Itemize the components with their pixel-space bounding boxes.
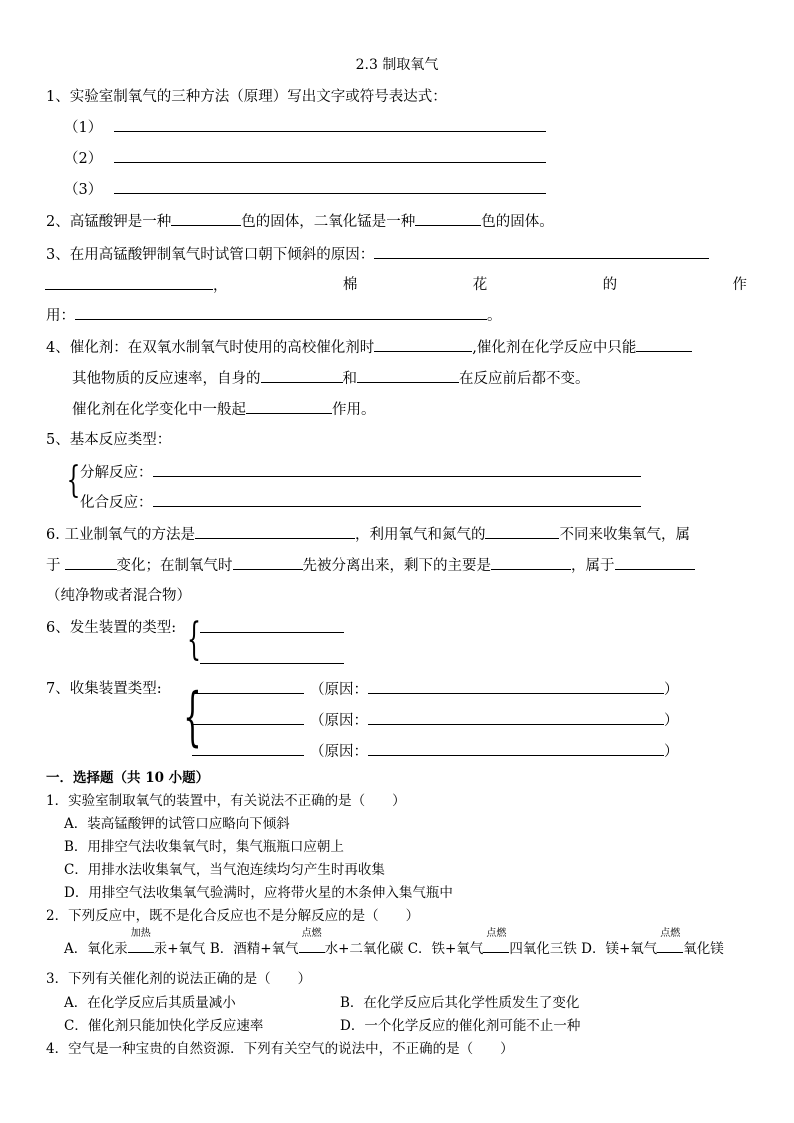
answer-blank[interactable] xyxy=(357,369,459,383)
generator-blank-1 xyxy=(200,619,344,638)
answer-blank[interactable] xyxy=(374,245,709,259)
answer-blank[interactable] xyxy=(415,212,481,226)
c1-option-c[interactable]: C．用排水法收集氧气，当气泡连续均匀产生时再收集 xyxy=(64,862,385,878)
answer-blank[interactable] xyxy=(192,742,304,756)
page-title: 2.3 制取氧气 xyxy=(355,57,439,73)
q4-line-3: 催化剂在化学变化中一般起 作用。 xyxy=(72,402,376,418)
answer-blank[interactable] xyxy=(195,525,355,539)
choice-question-2: 2．下列反应中，既不是化合反应也不是分解反应的是（ ） xyxy=(46,908,420,924)
answer-blank[interactable] xyxy=(374,338,472,352)
question-6-industrial: 6. 工业制氧气的方法是 ，利用氧气和氮气的 不同来收集氧气，属 xyxy=(46,527,690,543)
collect-row-3: （原因： ） xyxy=(192,742,679,761)
answer-blank[interactable] xyxy=(153,493,641,507)
reaction-arrow-icon: 加热 xyxy=(128,940,154,958)
brace-icon: { xyxy=(187,614,201,665)
q5-item-decomposition: 分解反应： xyxy=(80,463,641,482)
answer-blank[interactable] xyxy=(75,306,487,320)
answer-blank[interactable] xyxy=(192,711,304,725)
answer-blank[interactable] xyxy=(192,680,304,694)
q6-line-3: （纯净物或者混合物） xyxy=(46,588,191,604)
brace-icon: { xyxy=(66,460,81,501)
question-4: 4、催化剂：在双氧水制氧气时使用的高校催化剂时 ,催化剂在化学反应中只能 xyxy=(46,338,692,357)
c2-option-c[interactable]: C．铁+氧气 点燃 四氧化三铁 xyxy=(407,928,577,957)
c3-option-a[interactable]: A．在化学反应后其质量减小 xyxy=(64,995,236,1011)
c1-option-a[interactable]: A．装高锰酸钾的试管口应略向下倾斜 xyxy=(64,816,290,832)
answer-blank[interactable] xyxy=(153,463,641,477)
reaction-arrow-icon: 点燃 xyxy=(657,940,683,958)
q1-item-1: （1） xyxy=(64,118,546,137)
c1-option-b[interactable]: B．用排空气法收集氧气时，集气瓶瓶口应朝上 xyxy=(64,839,344,855)
reaction-arrow-icon: 点燃 xyxy=(483,940,509,958)
answer-blank[interactable] xyxy=(114,149,546,163)
choice-question-4: 4．空气是一种宝贵的自然资源．下列有关空气的说法中，不正确的是（ ） xyxy=(46,1041,514,1057)
brace-icon: { xyxy=(183,680,202,754)
collect-row-1: （原因： ） xyxy=(192,680,679,699)
reaction-arrow-icon: 点燃 xyxy=(299,940,325,958)
answer-blank[interactable] xyxy=(615,556,695,570)
answer-blank[interactable] xyxy=(200,650,344,664)
answer-blank[interactable] xyxy=(636,338,692,352)
c2-option-a[interactable]: A．氧化汞 加热 汞+氧气 xyxy=(64,928,206,957)
c2-options xyxy=(64,928,724,958)
q5-item-combination: 化合反应： xyxy=(80,493,641,512)
answer-blank[interactable] xyxy=(491,556,571,570)
answer-blank[interactable] xyxy=(45,276,213,290)
section-heading: 一．选择题（共 10 小题） xyxy=(46,770,210,786)
question-1: 1、实验室制氧气的三种方法（原理）写出文字或符号表达式： xyxy=(46,89,447,105)
answer-blank[interactable] xyxy=(485,525,559,539)
answer-blank[interactable] xyxy=(246,400,332,414)
question-3: 3、在用高锰酸钾制氧气时试管口朝下倾斜的原因： xyxy=(46,245,709,264)
collect-row-2: （原因： ） xyxy=(192,711,679,730)
q1-item-2: （2） xyxy=(64,149,546,168)
answer-blank[interactable] xyxy=(261,369,343,383)
answer-blank[interactable] xyxy=(65,556,117,570)
answer-blank[interactable] xyxy=(368,680,664,694)
answer-blank[interactable] xyxy=(114,118,546,132)
answer-blank[interactable] xyxy=(233,556,303,570)
choice-question-3: 3．下列有关催化剂的说法正确的是（ ） xyxy=(46,971,312,987)
question-5: 5、基本反应类型： xyxy=(46,432,172,448)
q3-line-2: ， 棉 花 的 作 xyxy=(45,276,747,295)
generator-blank-2 xyxy=(200,650,344,669)
c2-option-b[interactable]: B．酒精+氧气 点燃 水+二氧化碳 xyxy=(209,928,404,957)
c3-option-c[interactable]: C．催化剂只能加快化学反应速率 xyxy=(64,1018,264,1034)
c1-option-d[interactable]: D．用排空气法收集氧气验满时，应将带火星的木条伸入集气瓶中 xyxy=(64,885,453,901)
q4-line-2: 其他物质的反应速率，自身的 和 在反应前后都不变。 xyxy=(72,371,590,387)
answer-blank[interactable] xyxy=(368,711,664,725)
c3-option-d[interactable]: D．一个化学反应的催化剂可能不止一种 xyxy=(340,1018,581,1034)
question-2: 2、高锰酸钾是一种 色的固体，二氧化锰是一种 色的固体。 xyxy=(46,214,554,230)
answer-blank[interactable] xyxy=(171,212,241,226)
c2-option-d[interactable]: D．镁+氧气 点燃 氧化镁 xyxy=(581,928,724,957)
answer-blank[interactable] xyxy=(114,180,546,194)
answer-blank[interactable] xyxy=(200,619,344,633)
choice-question-1: 1．实验室制取氧气的装置中，有关说法不正确的是（ ） xyxy=(46,793,406,809)
answer-blank[interactable] xyxy=(368,742,664,756)
q1-item-3: （3） xyxy=(64,180,546,199)
q3-line-3: 用： 。 xyxy=(46,308,502,324)
question-6-generator: 6、发生装置的类型: xyxy=(46,620,177,636)
question-7: 7、收集装置类型: xyxy=(46,681,162,697)
q6-line-2: 于 变化；在制氧气时 先被分离出来，剩下的主要是 ，属于 xyxy=(46,556,695,575)
c3-option-b[interactable]: B．在化学反应后其化学性质发生了变化 xyxy=(340,995,580,1011)
